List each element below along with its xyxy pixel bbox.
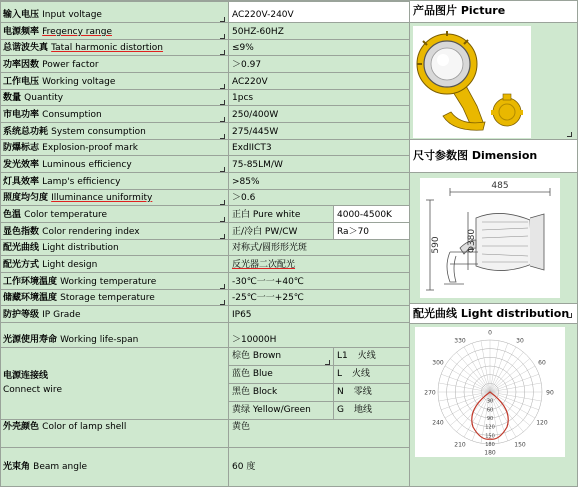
spec-label: [0, 240, 229, 256]
wire-name-text: 地线: [353, 405, 372, 415]
wire-name-text: 火线: [352, 369, 371, 379]
spec-label-cn: 系统总功耗: [3, 127, 49, 137]
polar-angle-label: 120: [536, 419, 548, 427]
wire-label-cn: 电源连接线: [3, 371, 49, 381]
spec-label: [0, 123, 229, 140]
polar-angle-label: 90: [546, 389, 554, 397]
wire-code-text: G: [337, 405, 344, 415]
spec-label-en: IP Grade: [42, 310, 81, 320]
spec-value-text: AC220V-240V: [232, 10, 294, 20]
spec-value-text: 275/445W: [232, 127, 279, 137]
wire-code: [334, 348, 410, 366]
spec-value: [229, 73, 410, 90]
spec-value: [229, 23, 410, 40]
spec-label-en: Tatal harmonic distortion: [51, 43, 164, 53]
wire-color: [229, 366, 334, 384]
spec-label-cn: 储藏环境温度: [3, 293, 58, 303]
light-distribution-polar-chart: [415, 327, 565, 457]
cell-marker-icon: [325, 360, 330, 365]
spec-label-cn: 数量: [3, 93, 22, 103]
spec-label-en: System consumption: [51, 127, 146, 137]
spec-label-en: Input voltage: [42, 10, 102, 20]
spec-label-en: Color rendering index: [42, 227, 140, 237]
wire-color-text: 棕色 Brown: [232, 351, 282, 361]
spec-value-text: -30℃一一+40℃: [232, 277, 304, 287]
spec-label-cn: 市电功率: [3, 110, 40, 120]
spec-value-text: 4000-4500K: [337, 210, 392, 220]
polar-angle-label: 210: [454, 441, 466, 449]
spec-label-en: Working life-span: [60, 335, 139, 345]
cell-marker-icon: [220, 284, 225, 289]
spec-label: [0, 223, 229, 240]
spec-label-cn: 显色指数: [3, 227, 40, 237]
spec-label-cn: 工作环境温度: [3, 277, 58, 287]
wire-color-text: 蓝色 Blue: [232, 369, 273, 379]
wire-code: [334, 384, 410, 402]
spec-value-text: 反光器二次配光: [232, 260, 296, 270]
polar-radial-label: 90: [486, 416, 494, 422]
wire-label-en: Connect wire: [3, 385, 62, 395]
spec-value-text: -25℃一一+25℃: [232, 293, 304, 303]
cell-marker-icon: [220, 300, 225, 305]
polar-angle-label: 300: [432, 359, 444, 367]
polar-angle-label: 30: [516, 337, 524, 345]
wire-code-text: L1: [337, 351, 348, 361]
spec-label-en: Fregency range: [42, 27, 112, 37]
polar-angle-label: 330: [454, 337, 466, 345]
spec-label-cn: 配光曲线: [3, 243, 40, 253]
cell-marker-icon: [220, 134, 225, 139]
cell-marker-icon: [220, 100, 225, 105]
spec-value-text: IP65: [232, 310, 252, 320]
top-strip: [0, 0, 229, 2]
spec-value-text: Ra＞70: [337, 227, 370, 237]
polar-angle-label: 270: [424, 389, 436, 397]
spec-value: [229, 140, 410, 156]
spec-value-text: ExdIICT3: [232, 143, 272, 153]
spec-label: [0, 306, 229, 323]
spec-value: [229, 206, 334, 223]
spec-value: [229, 190, 410, 206]
cell-marker-icon: [220, 17, 225, 22]
wire-label: [0, 348, 229, 420]
spec-label: [0, 90, 229, 106]
spec-label-cn: 灯具效率: [3, 177, 40, 187]
polar-angle-label: 60: [538, 359, 546, 367]
spec-label-cn: 电源频率: [3, 27, 40, 37]
cell-marker-icon: [220, 200, 225, 205]
distribution-header: [410, 304, 578, 324]
distribution-header-en: Light distribution: [460, 306, 570, 320]
spec-value: [229, 323, 410, 348]
spec-value-text: ≤9%: [232, 43, 254, 53]
dimension-header-en: Dimension: [471, 149, 538, 162]
spec-value-text: ＞0.97: [232, 60, 262, 70]
product-picture: [413, 26, 531, 138]
beam-label-en: Beam angle: [33, 461, 87, 472]
spec-value: [229, 156, 410, 173]
wire-color-text: 黑色 Block: [232, 387, 278, 397]
spec-value-text: >85%: [232, 177, 260, 187]
spec-value: [229, 223, 334, 240]
wire-color: [229, 348, 334, 366]
spec-label-en: Quantity: [24, 93, 64, 103]
spec-value-text: 75-85LM/W: [232, 160, 283, 170]
spec-label-en: Working temperature: [60, 277, 157, 287]
polar-radial-label: 180: [485, 442, 495, 448]
spec-value: [229, 240, 410, 256]
spec-label-cn: 工作电压: [3, 77, 40, 87]
polar-angle-label: 180: [484, 449, 496, 457]
spec-label-en: Illuminance uniformity: [51, 193, 153, 203]
spec-label: [0, 256, 229, 273]
polar-radial-label: 150: [485, 433, 495, 440]
spec-label: [0, 106, 229, 123]
spec-value: [229, 256, 410, 273]
wire-name-text: 火线: [357, 351, 376, 361]
spec-value-text: 正白 Pure white: [232, 210, 301, 220]
spec-label: [0, 2, 229, 23]
spec-label-en: Storage temperature: [60, 293, 155, 303]
spec-label: [0, 290, 229, 306]
spec-value: [229, 2, 410, 23]
shell-value-text: 黄色: [232, 422, 251, 432]
spec-label: [0, 23, 229, 40]
cell-marker-icon: [220, 217, 225, 222]
spec-label-en: Color temperature: [24, 210, 108, 220]
spec-label-en: Explosion-proof mark: [42, 143, 138, 153]
spec-value: [229, 290, 410, 306]
spec-label: [0, 190, 229, 206]
beam-label: [0, 448, 229, 487]
polar-angle-label: 0: [488, 329, 492, 337]
spec-label-cn: 发光效率: [3, 160, 40, 170]
light-distribution-frame: [415, 327, 565, 457]
picture-header-cn: 产品图片: [413, 4, 457, 17]
picture-header-en: Picture: [460, 4, 506, 17]
wire-code: [334, 366, 410, 384]
wire-color: [229, 384, 334, 402]
spec-value: [229, 56, 410, 73]
polar-radial-label: 60: [486, 407, 494, 414]
spec-value-text: ＞10000H: [232, 335, 277, 345]
top-strip: [229, 0, 410, 2]
spec-label: [0, 156, 229, 173]
spec-label-en: Power factor: [42, 60, 99, 70]
spec-value-text: 正/冷白 PW/CW: [232, 227, 298, 237]
polar-angle-label: 150: [514, 441, 526, 449]
product-picture-frame: [413, 26, 531, 138]
spec-value: [229, 106, 410, 123]
distribution-header-cn: 配光曲线: [413, 306, 457, 320]
spec-label: [0, 173, 229, 190]
dimension-diameter-label: Φ380: [467, 228, 477, 254]
spec-label: [0, 73, 229, 90]
spec-label: [0, 206, 229, 223]
cell-marker-icon: [220, 34, 225, 39]
spec-label: [0, 40, 229, 56]
spec-value: [229, 306, 410, 323]
spec-label-cn: 功率因数: [3, 60, 40, 70]
spec-value-text: AC220V: [232, 77, 268, 87]
spec-label: [0, 273, 229, 290]
spec-label-cn: 输入电压: [3, 10, 40, 20]
wire-name-text: 零线: [353, 387, 372, 397]
shell-label: [0, 420, 229, 448]
spec-label-en: Luminous efficiency: [42, 160, 132, 170]
wire-code-text: N: [337, 387, 344, 397]
spec-value-text: 50HZ-60HZ: [232, 27, 284, 37]
spec-label-en: Consumption: [42, 110, 102, 120]
cell-marker-icon: [220, 117, 225, 122]
spec-value-text: 250/400W: [232, 110, 279, 120]
polar-radial-label: 120: [485, 424, 495, 431]
dimension-header: [410, 140, 578, 173]
spec-label: [0, 323, 229, 348]
spec-label-en: Lamp's efficiency: [42, 177, 121, 187]
dimension-header-cn: 尺寸参数图: [413, 149, 468, 162]
wire-code: [334, 402, 410, 420]
wire-color-text: 黄绿 Yellow/Green: [232, 405, 311, 415]
spec-value-secondary: [334, 206, 410, 223]
polar-angle-label: 240: [432, 419, 444, 427]
spec-label: [0, 140, 229, 156]
spec-value: [229, 173, 410, 190]
spec-label-cn: 色温: [3, 210, 22, 220]
spec-value: [229, 123, 410, 140]
cell-marker-icon: [220, 234, 225, 239]
spec-value-text: 1pcs: [232, 93, 254, 103]
beam-value: [229, 448, 410, 487]
spec-label-cn: 光源使用寿命: [3, 335, 58, 345]
dimension-height-label: 590: [431, 236, 441, 254]
spec-value: [229, 273, 410, 290]
cell-marker-icon: [220, 50, 225, 55]
shell-label-cn: 外壳颜色: [3, 422, 40, 432]
beam-value-text: 60 度: [232, 461, 256, 472]
spec-label-en: Working voltage: [42, 77, 116, 87]
spec-label-cn: 照度均匀度: [3, 193, 49, 203]
spec-label-en: Light design: [42, 260, 98, 270]
spec-value: [229, 40, 410, 56]
cell-marker-icon: [220, 167, 225, 172]
cell-marker-icon: [567, 313, 572, 318]
spec-value-secondary: [334, 223, 410, 240]
wire-code-text: L: [337, 369, 343, 379]
picture-header: [410, 0, 578, 23]
shell-value: [229, 420, 410, 448]
spec-value-text: 对称式/圆形形光斑: [232, 243, 308, 253]
beam-label-cn: 光束角: [3, 461, 31, 472]
spec-value-text: ＞0.6: [232, 193, 256, 203]
spec-label-cn: 防爆标志: [3, 143, 40, 153]
spec-label: [0, 56, 229, 73]
cell-marker-icon: [567, 132, 572, 137]
cell-marker-icon: [220, 84, 225, 89]
dimension-drawing: [420, 178, 560, 298]
dimension-frame: [420, 178, 560, 298]
spec-value: [229, 90, 410, 106]
dimension-width-label: 485: [491, 181, 509, 191]
spec-label-en: Light distribution: [42, 243, 119, 253]
spec-label-cn: 配光方式: [3, 260, 40, 270]
spec-label-cn: 总谐波失真: [3, 43, 49, 53]
wire-label-stack: [3, 371, 62, 396]
wire-color: [229, 402, 334, 420]
spec-label-cn: 防护等级: [3, 310, 40, 320]
shell-label-en: Color of lamp shell: [42, 422, 127, 432]
polar-radial-label: 30: [486, 398, 494, 405]
